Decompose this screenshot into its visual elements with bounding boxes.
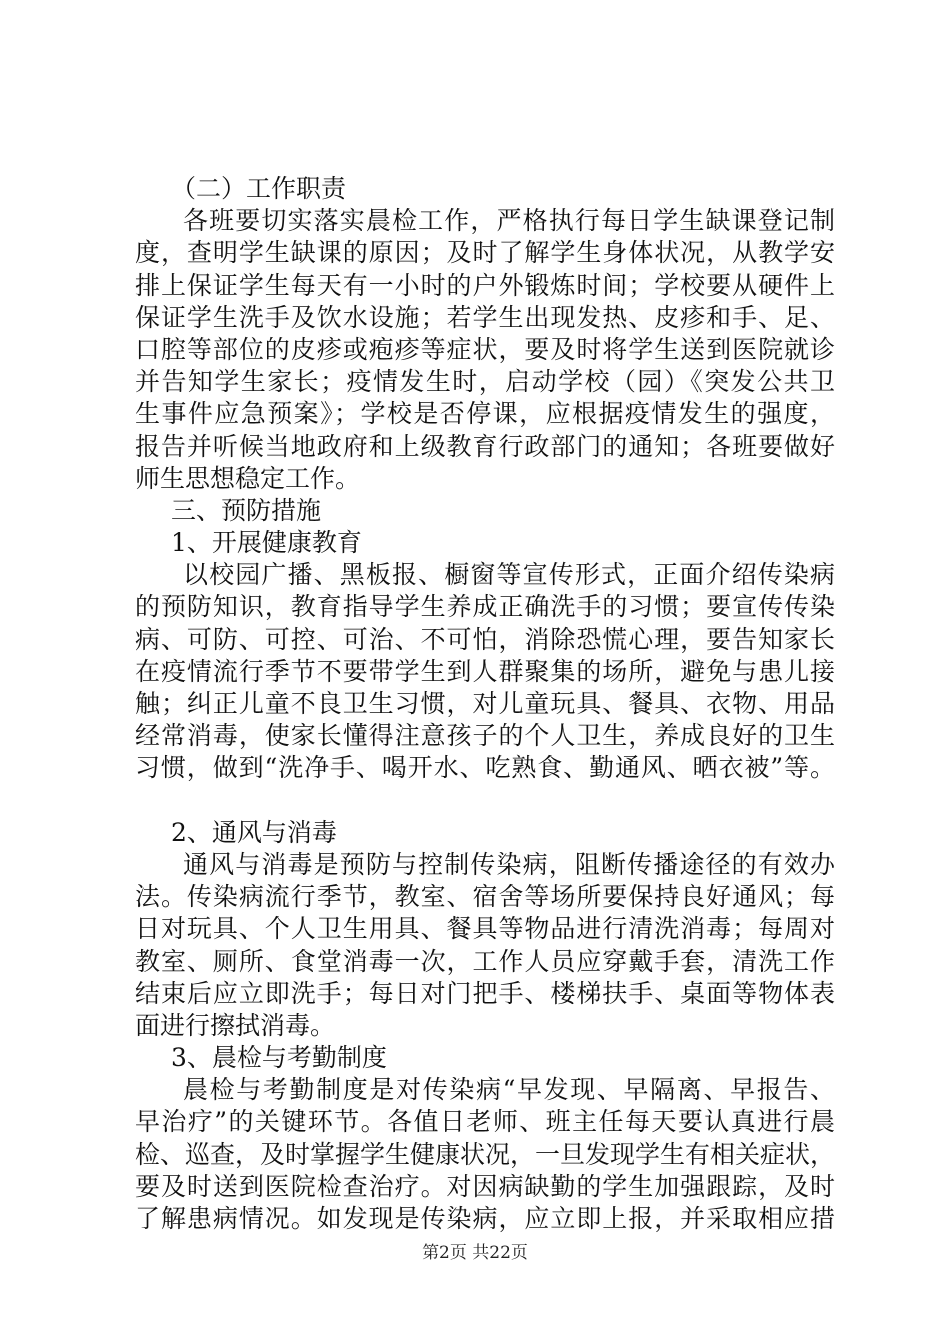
paragraph-line: 早治疗”的关键环节。各值日老师、班主任每天要认真进行晨 — [135, 1107, 835, 1137]
paragraph-line: 病、可防、可控、可治、不可怕，消除恐慌心理，要告知家长 — [135, 624, 835, 654]
paragraph-line: 法。传染病流行季节，教室、宿舍等场所要保持良好通风；每 — [135, 882, 835, 912]
paragraph-line: 以校园广播、黑板报、橱窗等宣传形式，正面介绍传染病 — [183, 560, 835, 590]
paragraph-line: 了解患病情况。如发现是传染病，应立即上报，并采取相应措 — [135, 1204, 835, 1233]
paragraph-line: 要及时送到医院检查治疗。对因病缺勤的学生加强跟踪，及时 — [135, 1171, 835, 1201]
page-footer — [0, 1238, 950, 1263]
paragraph-line: 面进行擦拭消毒。 — [135, 1010, 336, 1040]
paragraph-line: 检、巡查，及时掌握学生健康状况，一旦发现学生有相关症状， — [135, 1139, 836, 1169]
paragraph-line: 晨检与考勤制度是对传染病“早发现、早隔离、早报告、 — [183, 1075, 835, 1105]
section-heading-duties: （二）工作职责 — [171, 174, 347, 203]
paragraph-line: 习惯，做到“洗净手、喝开水、吃熟食、勤通风、晒衣被”等。 — [135, 753, 835, 783]
paragraph-line: 并告知学生家长；疫情发生时，启动学校（园）《突发公共卫 — [135, 367, 835, 397]
paragraph-line: 报告并听候当地政府和上级教育行政部门的通知；各班要做好 — [135, 431, 835, 461]
paragraph-line: 度，查明学生缺课的原因；及时了解学生身体状况，从教学安 — [135, 238, 835, 268]
paragraph-line: 排上保证学生每天有一小时的户外锻炼时间；学校要从硬件上 — [135, 270, 835, 300]
paragraph-line: 日对玩具、个人卫生用具、餐具等物品进行清洗消毒；每周对 — [135, 914, 835, 944]
paragraph-line: 保证学生洗手及饮水设施；若学生出现发热、皮疹和手、足、 — [135, 302, 835, 332]
paragraph-line: 经常消毒，使家长懂得注意孩子的个人卫生，养成良好的卫生 — [135, 721, 835, 751]
section-heading-prevention: 三、预防措施 — [171, 495, 322, 525]
blank-line — [135, 785, 835, 817]
paragraph-line: 的预防知识，教育指导学生养成正确洗手的习惯；要宣传传染 — [135, 592, 835, 622]
paragraph-line: 在疫情流行季节不要带学生到人群聚集的场所，避免与患儿接 — [135, 656, 835, 686]
item-heading-ventilation: 2、通风与消毒 — [171, 817, 337, 847]
paragraph-line: 触；纠正儿童不良卫生习惯，对儿童玩具、餐具、衣物、用品 — [135, 689, 835, 718]
paragraph-line: 结束后应立即洗手；每日对门把手、楼梯扶手、桌面等物体表 — [135, 978, 835, 1008]
page-indicator: 第2页 共22页 — [422, 1243, 528, 1263]
paragraph-line: 师生思想稳定工作。 — [135, 463, 361, 493]
document-body — [135, 173, 835, 1235]
item-heading-morning-check: 3、晨检与考勤制度 — [171, 1043, 387, 1073]
paragraph-line: 口腔等部位的皮疹或疱疹等症状，要及时将学生送到医院就诊 — [135, 334, 835, 364]
paragraph-line: 生事件应急预案》；学校是否停课，应根据疫情发生的强度， — [135, 399, 835, 429]
paragraph-line: 教室、厕所、食堂消毒一次，工作人员应穿戴手套，清洗工作 — [135, 946, 835, 976]
paragraph-line: 各班要切实落实晨检工作，严格执行每日学生缺课登记制 — [183, 206, 835, 236]
paragraph-line: 通风与消毒是预防与控制传染病，阻断传播途径的有效办 — [183, 849, 835, 879]
item-heading-health-education: 1、开展健康教育 — [171, 528, 362, 558]
